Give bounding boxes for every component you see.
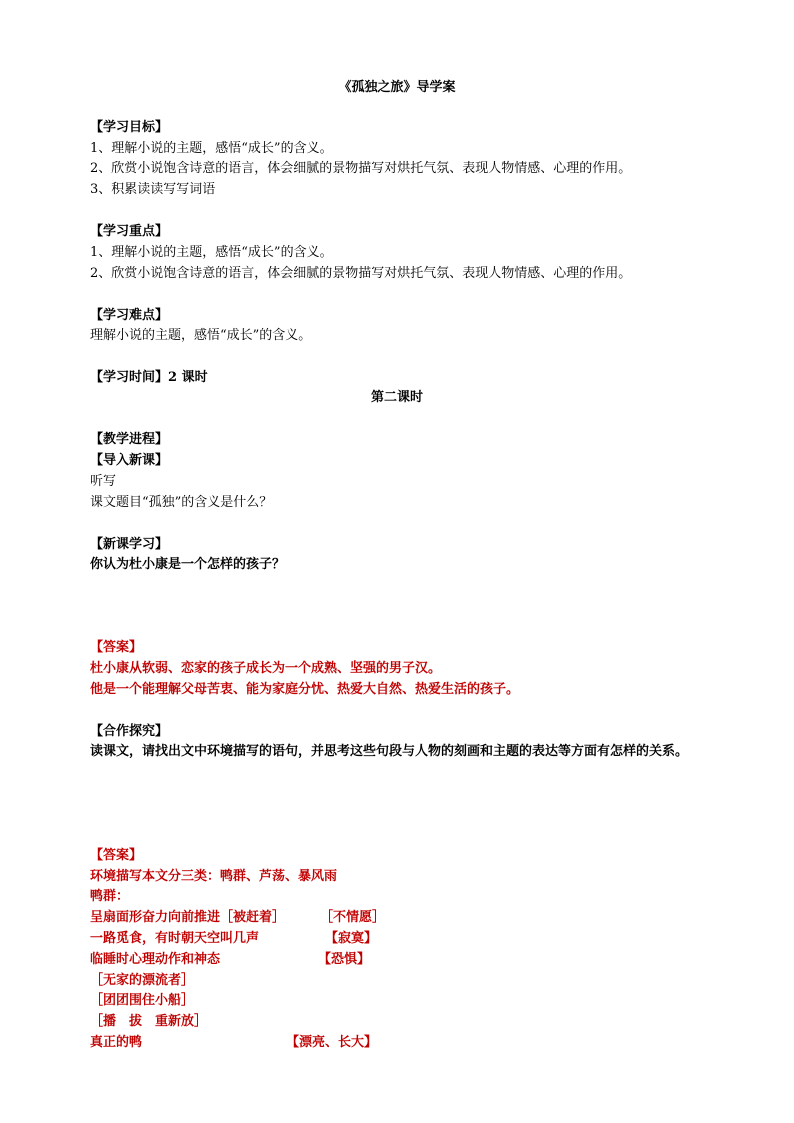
goal-item: 1、理解小说的主题，感悟“成长”的含义。 xyxy=(90,141,333,156)
answer-label: 【答案】 xyxy=(90,640,143,655)
row-right: 【恐惧】 xyxy=(318,952,371,967)
row-right: 【寂寞】 xyxy=(325,931,378,946)
goal-item: 2、欣赏小说饱含诗意的语言，体会细腻的景物描写对烘托气氛、表现人物情感、心理的作用。 xyxy=(90,161,632,176)
row-right: 【漂亮、长大】 xyxy=(286,1035,378,1050)
explore-answer-line: 鸭群： xyxy=(90,889,130,904)
focus-heading: 【学习重点】 xyxy=(90,224,169,239)
explore-heading: 【合作探究】 xyxy=(90,724,169,739)
answer-line: 他是一个能理解父母苦衷、能为家庭分忧、热爱大自然、热爱生活的孩子。 xyxy=(90,682,520,697)
focus-item: 1、理解小说的主题，感悟“成长”的含义。 xyxy=(90,245,333,260)
row-left: 一路觅食，有时朝天空叫几声 xyxy=(90,931,260,946)
new-lesson-heading: 【新课学习】 xyxy=(90,537,169,552)
new-lesson-question: 你认为杜小康是一个怎样的孩子？ xyxy=(90,557,286,572)
explore-note: ［无家的漂流者］ xyxy=(90,973,195,988)
study-time: 【学习时间】2 课时 xyxy=(90,370,208,385)
row-left: 临睡时心理动作和神态 xyxy=(90,952,221,967)
focus-item: 2、欣赏小说饱含诗意的语言，体会细腻的景物描写对烘托气氛、表现人物情感、心理的作用。 xyxy=(90,266,632,281)
explore-row xyxy=(90,950,710,970)
lesson-title: 第二课时 xyxy=(370,390,423,405)
difficulty-heading: 【学习难点】 xyxy=(90,308,169,323)
row-left: 呈扇面形奋力向前推进［被赶着］ xyxy=(90,910,286,925)
doc-title: 《孤独之旅》导学案 xyxy=(338,80,456,95)
explore-row xyxy=(90,908,710,928)
explore-answer-line: 环境描写本文分三类：鸭群、芦荡、暴风雨 xyxy=(90,869,338,884)
explore-note: ［团团围住小船］ xyxy=(90,993,195,1008)
difficulty-text: 理解小说的主题，感悟“成长”的含义。 xyxy=(90,328,312,343)
process-heading: 【教学进程】 xyxy=(90,432,169,447)
row-right: ［不情愿］ xyxy=(320,910,386,925)
explore-note: ［播 拔 重新放］ xyxy=(90,1014,208,1029)
intro-item: 听写 xyxy=(90,474,117,489)
goals-heading: 【学习目标】 xyxy=(90,120,169,135)
intro-item: 课文题目“孤独”的含义是什么？ xyxy=(90,495,273,510)
explore-question: 读课文，请找出文中环境描写的语句，并思考这些句段与人物的刻画和主题的表达等方面有怎样的关系。 xyxy=(90,744,689,759)
explore-answer-label: 【答案】 xyxy=(90,848,143,863)
row-left: 真正的鸭 xyxy=(90,1035,143,1050)
intro-heading: 【导入新课】 xyxy=(90,453,169,468)
explore-row xyxy=(90,929,710,949)
answer-line: 杜小康从软弱、恋家的孩子成长为一个成熟、坚强的男子汉。 xyxy=(90,661,442,676)
explore-row xyxy=(90,1033,710,1053)
goal-item: 3、积累读读写写词语 xyxy=(90,182,216,197)
